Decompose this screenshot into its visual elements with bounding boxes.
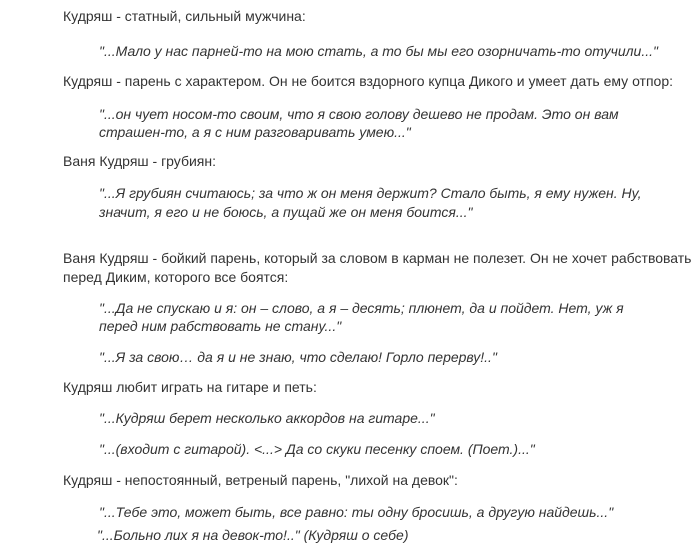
section-heading: Ваня Кудряш - бойкий парень, который за словом в карман не полезет. Он не хочет рабствовать: [63, 250, 692, 266]
quote-line: "...он чует носом-то своим, что я свою голову дешево не продам. Это он вам: [99, 106, 619, 122]
section-heading: Кудряш - статный, сильный мужчина:: [63, 8, 306, 24]
quote-line: перед ним рабствовать не стану...": [99, 318, 342, 334]
quote-line: "...(входит с гитарой). <...> Да со скуки песенку споем. (Поет.)...": [99, 441, 535, 457]
quote-line: "...Я грубиян считаюсь; за что ж он меня держит? Стало быть, я ему нужен. Ну,: [99, 185, 642, 201]
section-heading: перед Диким, которого все боятся:: [63, 269, 289, 285]
quote-line: "...Тебе это, может быть, все равно: ты одну бросишь, а другую найдешь...": [99, 504, 614, 520]
section-heading: Кудряш любит играть на гитаре и петь:: [63, 379, 317, 395]
quote-line: "...Кудряш берет несколько аккордов на гитаре...": [99, 410, 435, 426]
quote-line: "...Да не спускаю и я: он – слово, а я – десять; плюнет, да и пойдет. Нет, уж я: [99, 300, 624, 316]
section-heading: Ваня Кудряш - грубиян:: [63, 153, 217, 169]
quote-line: "...Больно лих я на девок-то!.." (Кудряш о себе): [97, 527, 409, 543]
section-heading: Кудряш - парень с характером. Он не боится вздорного купца Дикого и умеет дать ему отпор:: [63, 73, 674, 89]
quote-line: значит, я его и не боюсь, а пущай же он меня боится...": [99, 204, 473, 220]
section-heading: Кудряш - непостоянный, ветреный парень, "лихой на девок":: [63, 472, 458, 488]
quote-line: страшен-то, а я с ним разговаривать умею...": [99, 124, 411, 140]
quote-line: "...Я за свою… да я и не знаю, что сделаю! Горло перерву!..": [99, 349, 497, 365]
quote-line: "...Мало у нас парней-то на мою стать, а то бы мы его озорничать-то отучили...": [99, 43, 658, 59]
